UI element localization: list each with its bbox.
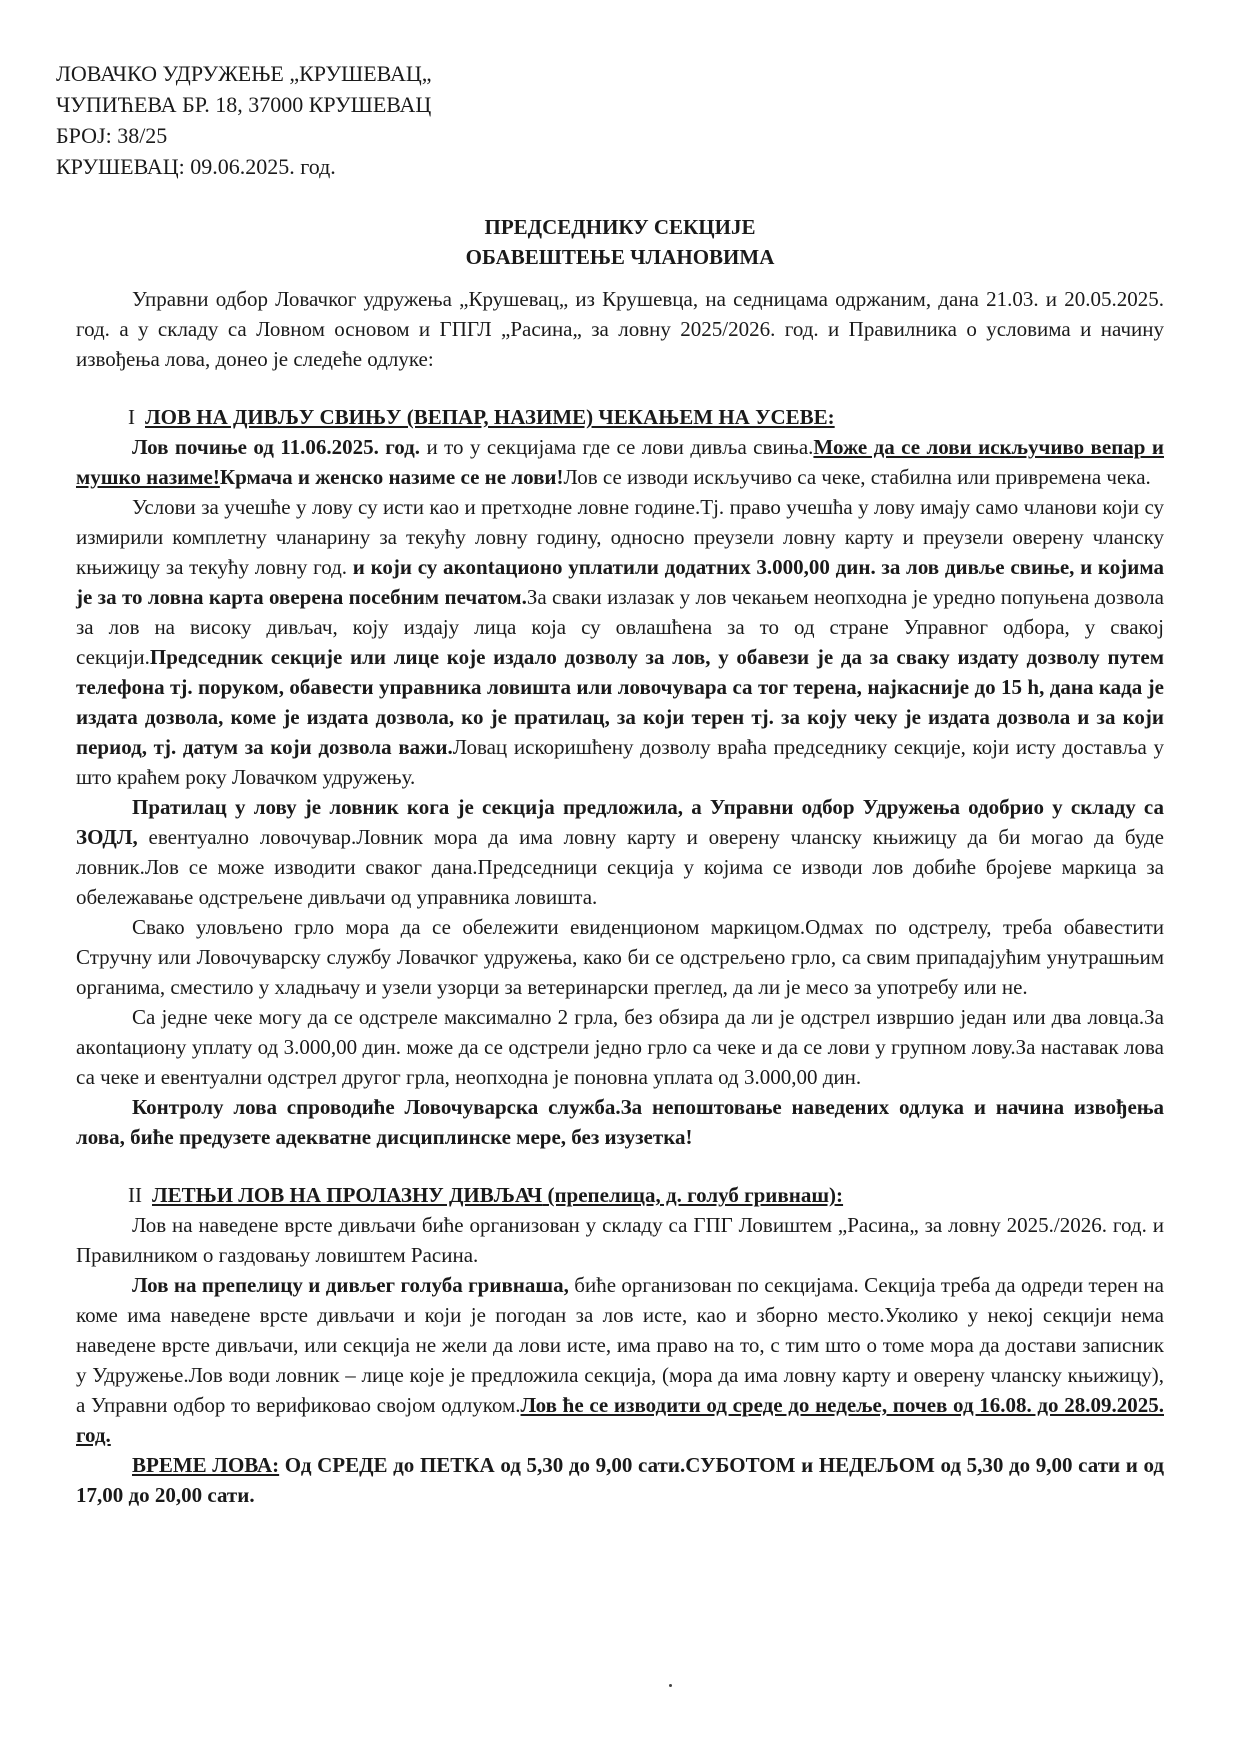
document-number: БРОЈ: 38/25 <box>56 123 168 148</box>
allowed-game-note: Може да се лови искључиво вепар и мушко назиме! <box>76 435 1165 489</box>
section-1-number: I <box>128 405 135 429</box>
quail-pigeon-hunt: Лов на препелицу и дивљег голуба гривнаша, <box>132 1273 569 1297</box>
text-span: Ловац искоришћену дозволу враћа председнику секције, који исту доставља у што краћем року Ловачком удружењу. <box>76 735 1164 789</box>
hunt-start-date: Лов почиње од 11.06.2025. год. <box>132 435 421 459</box>
hunt-time-details: Од СРЕДЕ до ПЕТКА од 5,30 до 9,00 сати.СУБОТОМ и НЕДЕЉОМ од 5,30 до 9,00 сати и од 17,00 до 20,00 сати. <box>76 1453 1165 1507</box>
text-span: биће организован по секцијама. Секција треба да одреди терен на коме има наведене врсте дивљачи и који је погодан за лов исте, као и зборно место.Уколико у некој секцији нема наведене врсте дивљачи, или секција не жели да лови исте, има право на то, с тим што о томе мора да достави записник у Удружење.Лов води ловник – лице које је предложила секција, (мора да има ловну карту и оверену чланску књижицу), а Управни одбор то верификовао својом одлуком. <box>76 1273 1164 1417</box>
hunt-time-label: ВРЕМЕ ЛОВА: <box>132 1453 280 1477</box>
section-2-paragraph-2 <box>76 1270 1164 1450</box>
forbidden-game-note: Крмача и женско назиме се не лови! <box>219 465 564 489</box>
section-2-subtitle: (препелица, д. голуб гривнаш): <box>542 1183 844 1207</box>
intro-paragraph: Управни одбор Ловачког удружења „Крушевац„ из Крушевца, на седницама одржаним, дана 21.03. и 20.05.2025. год. а у складу са Ловном основом и ГПГЛ „Расина„ за ловну 2025/2026. год. и Правилника о условима и начину извођења лова, донео је следеће одлуке: <box>76 287 1164 371</box>
payment-requirement: и који су акontационо уплатили додатних 3.000,00 дин. за лов дивље свиње, и којима је за то ловна карта оверена посебним печатом. <box>76 555 1165 609</box>
section-2-number: II <box>128 1183 142 1207</box>
text-span: евентуално ловочувар.Ловник мора да има ловну карту и оверену чланску књижицу да би могао да буде ловник.Лов се може изводити сваког дана.Председници секција у којима се изводи лов добиће бројеве маркица за обележавање одстрељене дивљачи од управника ловишта. <box>76 825 1164 909</box>
section-2-paragraph-1: Лов на наведене врсте дивљачи биће организован у складу са ГПГ Ловиштем „Расина„ за ловну 2025./2026. год. и Правилником о газдовању ловиштем Расина. <box>76 1213 1164 1267</box>
section-1-paragraph-1 <box>76 432 1164 492</box>
organization-address: ЧУПИЋЕВА БР. 18, 37000 КРУШЕВАЦ <box>56 92 432 117</box>
document-titles <box>76 212 1164 272</box>
recipient-title: ПРЕДСЕДНИКУ СЕКЦИЈЕ <box>484 215 756 239</box>
section-1-paragraph-5: Са једне чеке могу да се одстреле максимално 2 грла, без обзира да ли је одстрел извршио један или два ловца.За акontациону уплату од 3.000,00 дин. може да се одстрели једно грло са чеке и да се лови у групном лову.За наставак лова са чеке и евентуални одстрел другог грла, неопходна је поновна уплата од 3.000,00 дин. <box>76 1005 1164 1089</box>
section-2-heading <box>76 1180 1164 1210</box>
section-1-heading <box>76 402 1164 432</box>
text-span: За сваки излазак у лов чекањем неопходна је уредно попуњена дозвола за лов на високу дивљач, коју издају лица која су овлашћена за то од стране Управног одбора, у свакој секцији. <box>76 585 1164 669</box>
text-span: Лов се изводи искључиво са чеке, стабилна или привремена чека. <box>563 465 1151 489</box>
section-1-paragraph-3 <box>76 792 1164 912</box>
document-date: КРУШЕВАЦ: 09.06.2025. год. <box>56 154 336 179</box>
text-span: Услови за учешће у лову су исти као и претходне ловне године.Тј. право учешћа у лову имају само чланови који су измирили комплетну чланарину за текућу ловну годину, односно преузели ловну карту и преузели оверену чланску књижицу за текућу ловну год. <box>76 495 1164 579</box>
hunt-period: Лов ће се изводити од среде до недеље, почев од 16.08. до 28.09.2025. год. <box>76 1393 1164 1447</box>
section-1-paragraph-2 <box>76 492 1164 792</box>
permit-notification-rule: Председник секције или лице које издало дозволу за лов, у обавези је да за сваку издату дозволу путем телефона тј. поруком, обавести управника ловишта или ловочувара са тог терена, најкасније до 15 h, дана када је издата дозвола, коме је издата дозвола, ко је пратилац, за који терен тј. за коју чеку је издата дозвола и за који период, тј. датум за који дозвола важи. <box>76 645 1164 759</box>
organization-name: ЛОВАЧКО УДРУЖЕЊЕ „КРУШЕВАЦ„ <box>56 61 432 86</box>
notice-title: ОБАВЕШТЕЊЕ ЧЛАНОВИМА <box>465 245 775 269</box>
section-1-paragraph-4: Свако уловљено грло мора да се обележити евиденционом маркицом.Одмах по одстрелу, треба обавестити Стручну или Ловочуварску службу Ловачког удружења, како би се одстрељено грло, са свим припадајућим унутрашњим органима, сместило у хладњачу и узели узорци за ветеринарски преглед, да ли је месо за употребу или не. <box>76 915 1164 999</box>
text-span: и то у секцијама где се лови дивља свиња. <box>420 435 814 459</box>
section-1-paragraph-6: Контролу лова спроводиће Ловочуварска служба.За непоштовање наведених одлука и начина извођења лова, биће предузете адекватне дисциплинске мере, без изузетка! <box>76 1095 1164 1149</box>
section-2-paragraph-3 <box>76 1450 1164 1510</box>
letterhead <box>56 58 1164 182</box>
section-1-title: ЛОВ НА ДИВЉУ СВИЊУ (ВЕПАР, НАЗИМЕ) ЧЕКАЊЕМ НА УСЕВЕ: <box>145 405 835 429</box>
companion-rule: Пратилац у лову је ловник кога је секција предложила, а Управни одбор Удружења одобрио у складу са ЗОДЛ, <box>76 795 1164 849</box>
page-mark <box>669 1684 672 1687</box>
section-2-title: ЛЕТЊИ ЛОВ НА ПРОЛАЗНУ ДИВЉАЧ <box>152 1183 543 1207</box>
